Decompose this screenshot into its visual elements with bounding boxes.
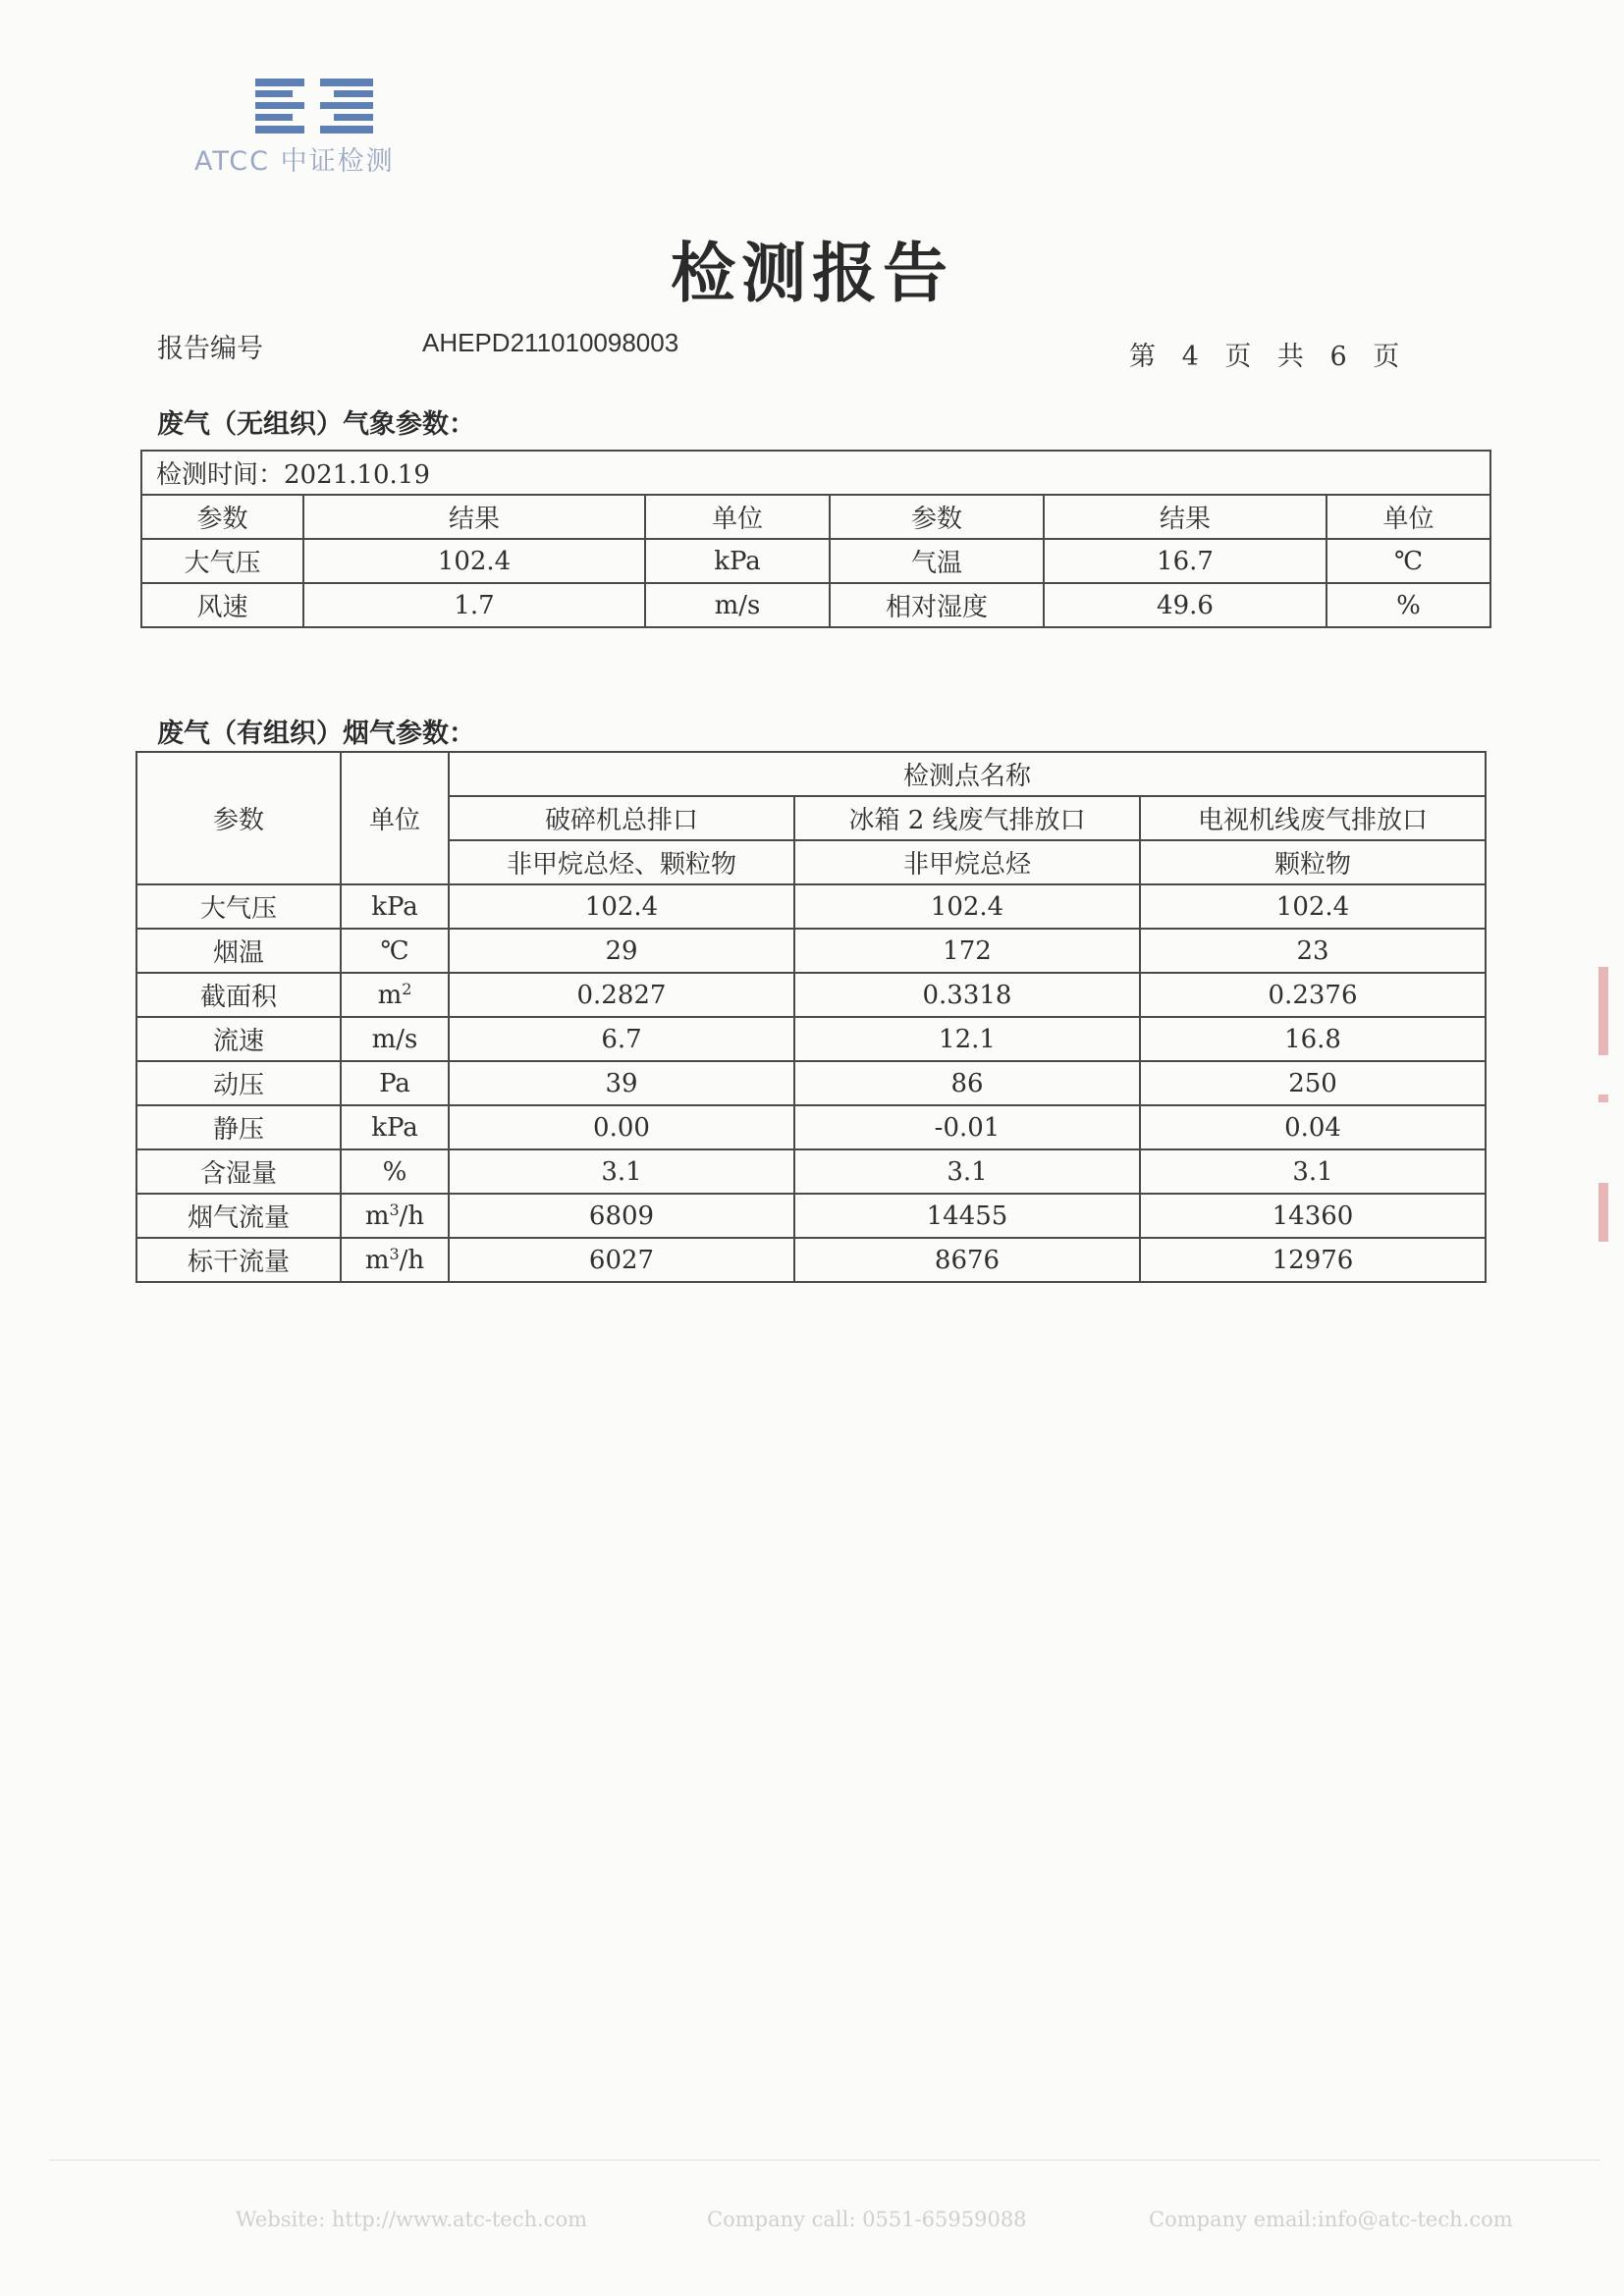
value-cell: 0.2376 [1140,973,1486,1017]
meteorological-table [140,450,1491,628]
value-cell: 16.8 [1140,1017,1486,1061]
unit-base: ℃ [380,935,409,966]
param-cell: 流速 [136,1017,341,1061]
value-cell: 0.3318 [794,973,1140,1017]
value-cell: 3.1 [1140,1149,1486,1194]
seam-stamp-mark [1598,1183,1608,1242]
unit-cell [341,1105,449,1149]
value-cell: 23 [1140,929,1486,973]
seam-stamp-mark [1598,967,1608,1055]
unit-superscript: 3 [389,1244,400,1263]
table-cell: 相对湿度 [830,583,1044,627]
table-row [141,451,1490,495]
value-cell: 14455 [794,1194,1140,1238]
param-cell: 烟气流量 [136,1194,341,1238]
table-cell: kPa [645,539,830,583]
table-row [136,884,1486,929]
header-cell: 结果 [303,495,645,539]
footer-divider [49,2160,1600,2161]
point-name: 破碎机总排口 [449,796,794,840]
param-cell: 动压 [136,1061,341,1105]
value-cell: 86 [794,1061,1140,1105]
page-title: 检测报告 [671,235,953,311]
value-cell: 250 [1140,1061,1486,1105]
point-items: 非甲烷总烃 [794,840,1140,884]
unit-tail: /h [399,1245,425,1275]
unit-cell [341,884,449,929]
table-row [136,1238,1486,1282]
table-cell: 1.7 [303,583,645,627]
table-cell: 气温 [830,539,1044,583]
value-cell: -0.01 [794,1105,1140,1149]
param-cell: 静压 [136,1105,341,1149]
table-row [141,583,1490,627]
table-header-row [136,752,1486,796]
point-items: 颗粒物 [1140,840,1486,884]
value-cell: 3.1 [794,1149,1140,1194]
param-cell: 大气压 [136,884,341,929]
point-items: 非甲烷总烃、颗粒物 [449,840,794,884]
value-cell: 0.00 [449,1105,794,1149]
table-row [136,1194,1486,1238]
seam-stamp-mark [1598,1095,1608,1102]
unit-cell [341,973,449,1017]
point-name: 冰箱 2 线废气排放口 [794,796,1140,840]
value-cell: 102.4 [1140,884,1486,929]
header-cell: 结果 [1044,495,1326,539]
table-cell: 102.4 [303,539,645,583]
unit-cell [341,1017,449,1061]
table-cell: % [1326,583,1490,627]
value-cell: 102.4 [449,884,794,929]
table-row [136,1105,1486,1149]
table-cell: 49.6 [1044,583,1326,627]
unit-base: Pa [379,1068,410,1098]
unit-cell [341,1149,449,1194]
footer-website: Website: http://www.atc-tech.com [236,2208,587,2231]
footer-email: Company email:info@atc-tech.com [1149,2208,1513,2231]
header-cell: 参数 [830,495,1044,539]
value-cell: 12976 [1140,1238,1486,1282]
company-logo [194,79,440,187]
unit-superscript: 3 [389,1200,400,1219]
param-cell: 含湿量 [136,1149,341,1194]
value-cell: 29 [449,929,794,973]
table-cell: 16.7 [1044,539,1326,583]
page-indicator: 第 4 页 共 6 页 [1129,342,1400,372]
point-name: 电视机线废气排放口 [1140,796,1486,840]
value-cell: 0.04 [1140,1105,1486,1149]
unit-superscript: 2 [402,979,412,998]
value-cell: 12.1 [794,1017,1140,1061]
unit-cell [341,1238,449,1282]
table-cell: 风速 [141,583,303,627]
value-cell: 39 [449,1061,794,1105]
unit-cell [341,929,449,973]
unit-tail: /h [399,1201,425,1231]
unit-cell [341,1194,449,1238]
unit-base: m [364,1201,390,1231]
unit-header: 单位 [341,752,449,884]
param-cell: 标干流量 [136,1238,341,1282]
section-heading-fugitive: 废气（无组织）气象参数： [157,409,475,440]
param-cell: 烟温 [136,929,341,973]
flue-gas-table [135,751,1487,1283]
value-cell: 6809 [449,1194,794,1238]
header-cell: 单位 [645,495,830,539]
unit-cell [341,1061,449,1105]
value-cell: 14360 [1140,1194,1486,1238]
logo-text: ATCC 中证检测 [194,146,395,177]
table-cell: m/s [645,583,830,627]
param-cell: 截面积 [136,973,341,1017]
footer-phone: Company call: 0551-65959088 [707,2208,1027,2231]
unit-base: m [364,1245,390,1275]
report-number: AHEPD211010098003 [422,328,679,357]
table-row [136,1061,1486,1105]
table-row [136,1149,1486,1194]
value-cell: 6.7 [449,1017,794,1061]
unit-base: kPa [371,891,418,922]
test-time: 检测时间：2021.10.19 [141,451,1490,495]
logo-mark-icon [255,79,375,135]
points-header: 检测点名称 [449,752,1486,796]
table-row [136,1017,1486,1061]
value-cell: 0.2827 [449,973,794,1017]
unit-base: kPa [371,1112,418,1143]
param-header: 参数 [136,752,341,884]
value-cell: 102.4 [794,884,1140,929]
header-cell: 参数 [141,495,303,539]
unit-base: % [382,1156,407,1187]
table-row [136,973,1486,1017]
section-heading-organized: 废气（有组织）烟气参数： [157,719,475,749]
table-cell: ℃ [1326,539,1490,583]
value-cell: 8676 [794,1238,1140,1282]
table-row [136,929,1486,973]
value-cell: 172 [794,929,1140,973]
header-cell: 单位 [1326,495,1490,539]
table-row [141,539,1490,583]
value-cell: 6027 [449,1238,794,1282]
table-cell: 大气压 [141,539,303,583]
value-cell: 3.1 [449,1149,794,1194]
table-header-row [141,495,1490,539]
report-number-label: 报告编号 [157,334,263,364]
flue-gas-rows [136,884,1486,1282]
unit-base: m/s [371,1024,418,1054]
unit-base: m [377,980,403,1010]
